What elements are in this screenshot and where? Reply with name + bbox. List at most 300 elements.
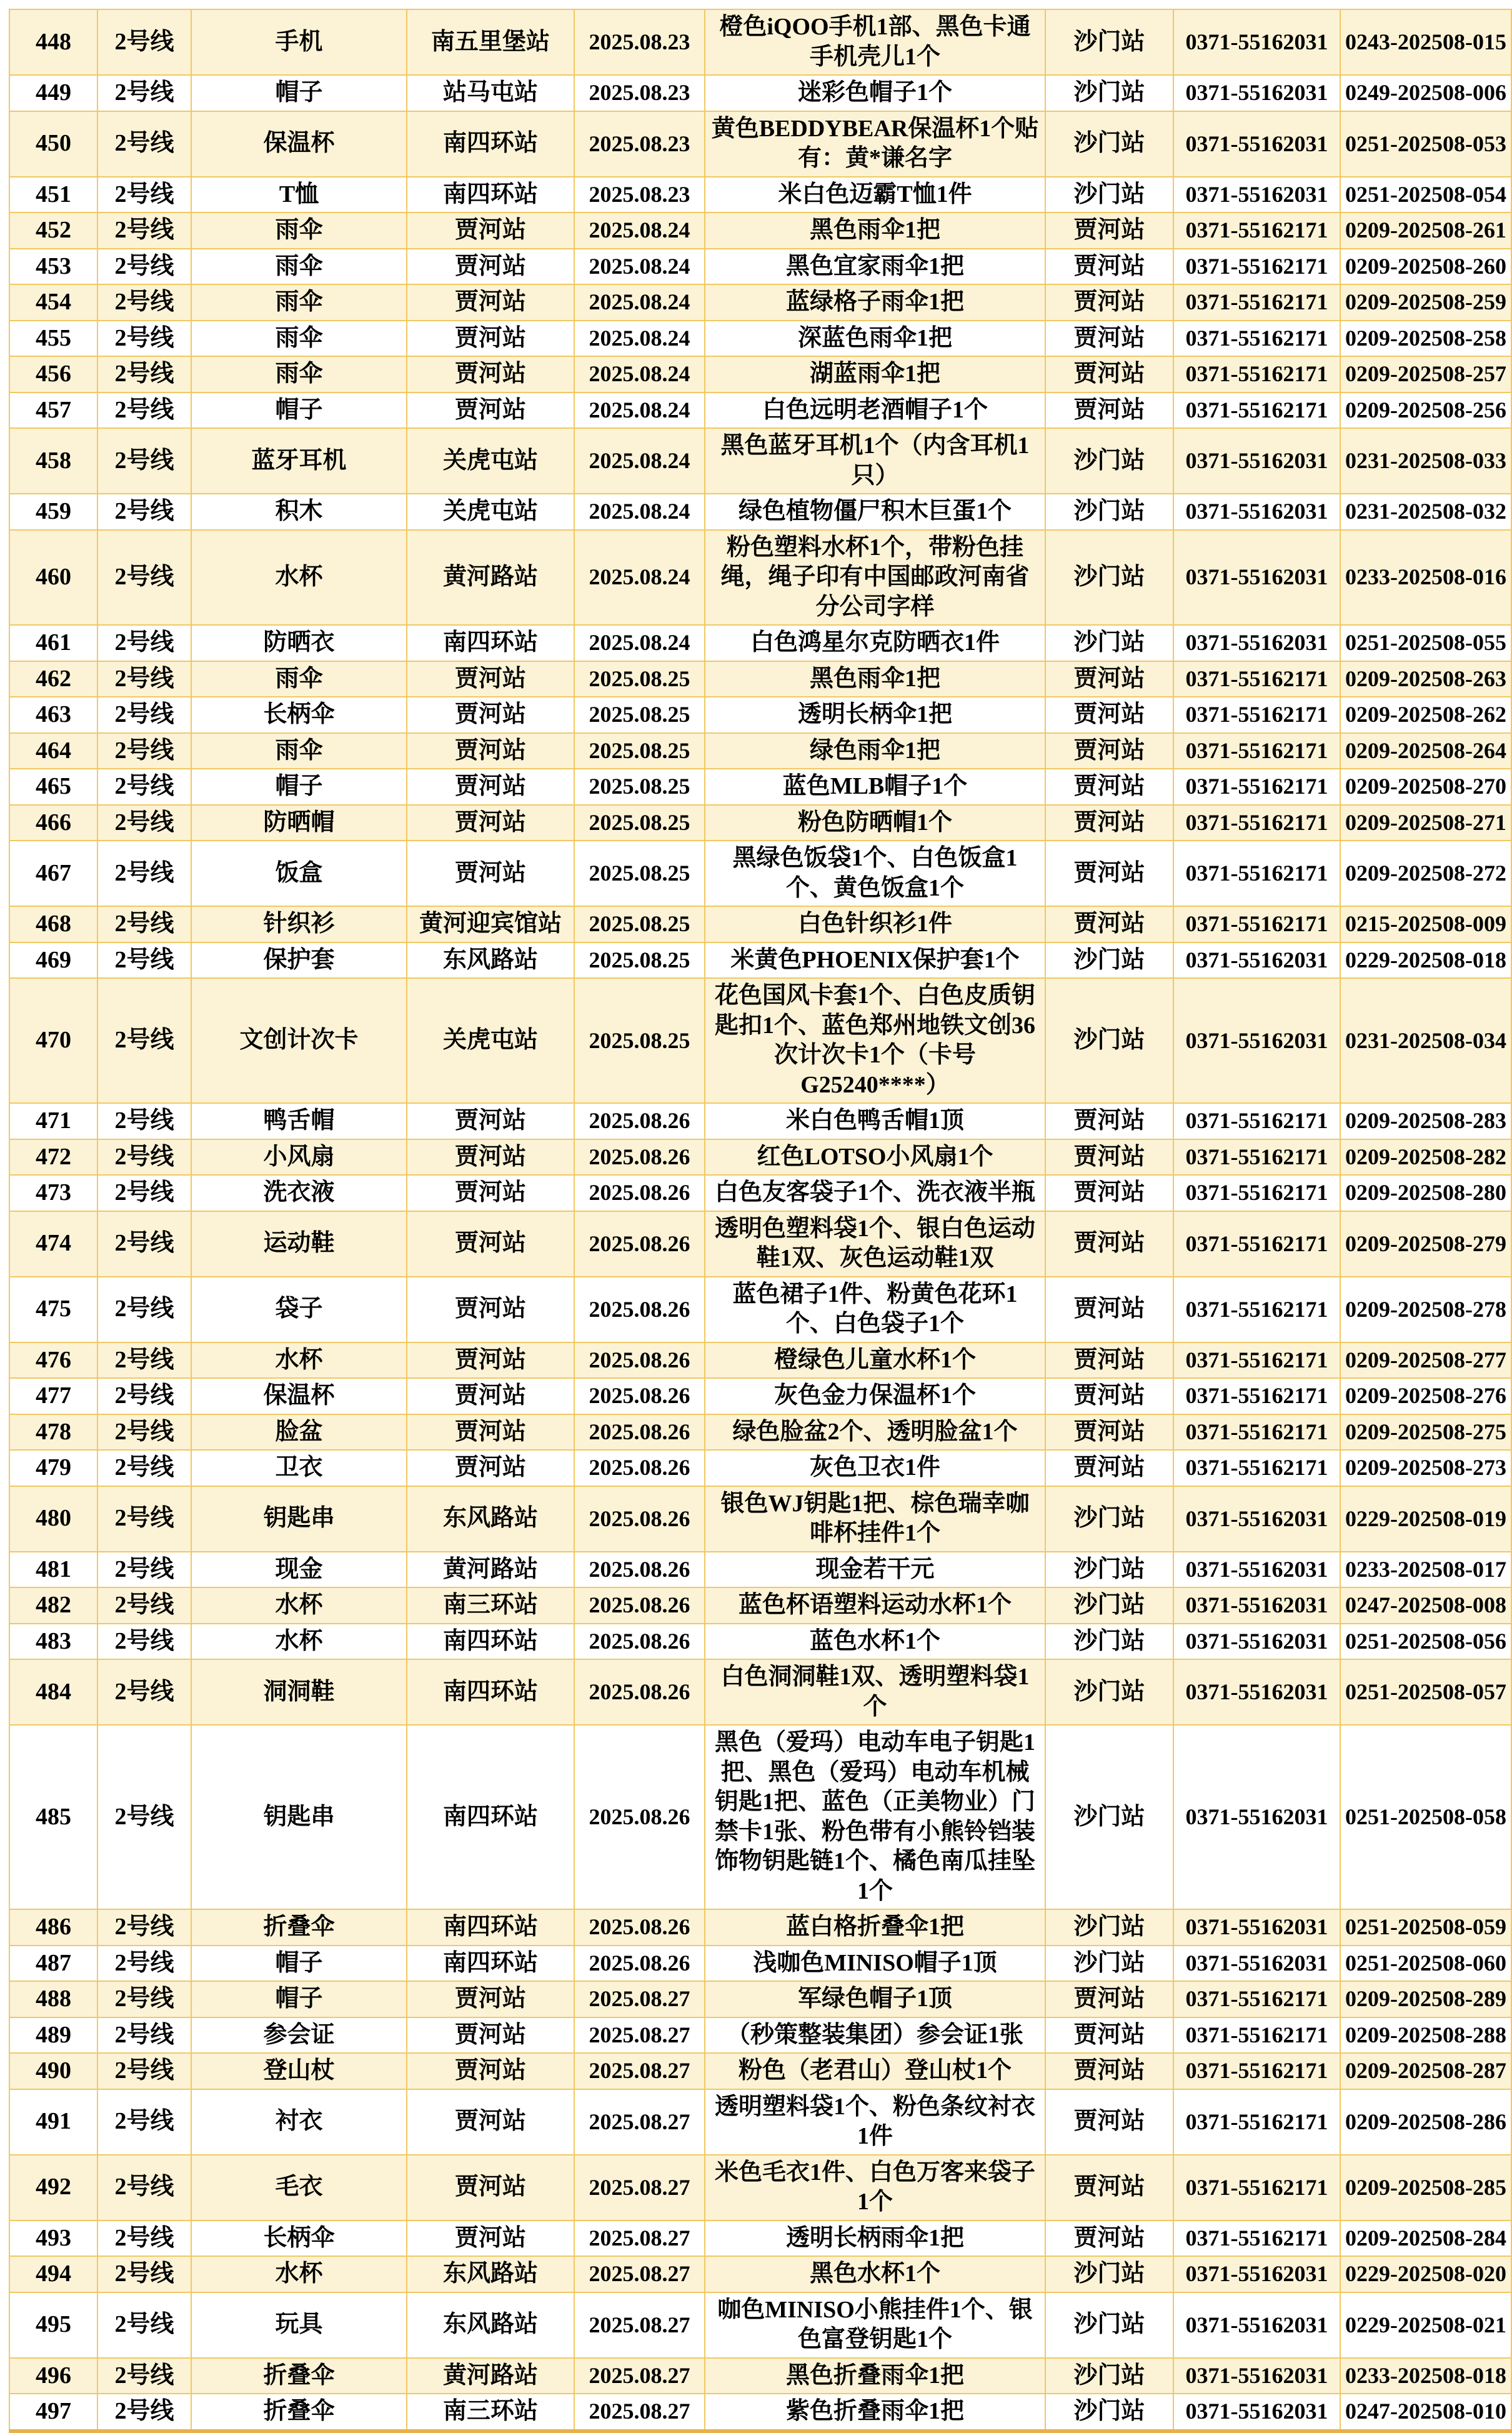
cell-record-id: 0209-202508-260	[1340, 249, 1511, 285]
cell-date: 2025.08.24	[574, 249, 705, 285]
cell-date: 2025.08.26	[574, 1175, 705, 1211]
cell-line-name: 2号线	[97, 1587, 191, 1624]
table-row	[9, 428, 1511, 494]
cell-date: 2025.08.25	[574, 906, 705, 942]
cell-date: 2025.08.27	[574, 2053, 705, 2089]
cell-serial-number: 478	[9, 1414, 97, 1451]
cell-record-id: 0209-202508-259	[1340, 284, 1511, 321]
cell-item-name: 袋子	[191, 1277, 407, 1342]
cell-date: 2025.08.27	[574, 2358, 705, 2394]
cell-serial-number: 488	[9, 1981, 97, 2017]
cell-item-name: 雨伞	[191, 249, 407, 285]
table-row	[9, 1211, 1511, 1277]
cell-line-name: 2号线	[97, 530, 191, 626]
cell-item-name: 防晒衣	[191, 625, 407, 661]
cell-return-station: 贾河站	[1045, 1175, 1173, 1211]
cell-description: 蓝色裙子1件、粉黄色花环1个、白色袋子1个	[705, 1277, 1045, 1342]
cell-phone-number: 0371-55162171	[1173, 1450, 1340, 1486]
cell-description: 黑色蓝牙耳机1个（内含耳机1只）	[705, 428, 1045, 494]
cell-record-id: 0209-202508-286	[1340, 2089, 1511, 2155]
cell-found-station: 南四环站	[407, 1909, 574, 1946]
cell-return-station: 沙门站	[1045, 428, 1173, 494]
cell-serial-number: 495	[9, 2292, 97, 2358]
cell-phone-number: 0371-55162171	[1173, 2221, 1340, 2257]
cell-record-id: 0229-202508-021	[1340, 2292, 1511, 2358]
cell-serial-number: 486	[9, 1909, 97, 1946]
cell-description: 现金若干元	[705, 1552, 1045, 1588]
cell-item-name: 帽子	[191, 75, 407, 111]
cell-record-id: 0209-202508-264	[1340, 733, 1511, 769]
cell-return-station: 贾河站	[1045, 2053, 1173, 2089]
cell-line-name: 2号线	[97, 906, 191, 942]
cell-found-station: 南四环站	[407, 177, 574, 213]
table-row	[9, 530, 1511, 626]
cell-line-name: 2号线	[97, 428, 191, 494]
cell-phone-number: 0371-55162031	[1173, 1587, 1340, 1624]
cell-found-station: 贾河站	[407, 2221, 574, 2257]
cell-record-id: 0249-202508-006	[1340, 75, 1511, 111]
cell-return-station: 贾河站	[1045, 1103, 1173, 1139]
cell-description: 橙绿色儿童水杯1个	[705, 1342, 1045, 1379]
cell-item-name: 针织衫	[191, 906, 407, 942]
cell-found-station: 关虎屯站	[407, 428, 574, 494]
table-row	[9, 2089, 1511, 2155]
cell-found-station: 贾河站	[407, 1342, 574, 1379]
cell-return-station: 贾河站	[1045, 212, 1173, 249]
cell-line-name: 2号线	[97, 978, 191, 1103]
cell-item-name: 保护套	[191, 942, 407, 979]
cell-item-name: 钥匙串	[191, 1725, 407, 1909]
cell-serial-number: 454	[9, 284, 97, 321]
cell-phone-number: 0371-55162171	[1173, 1277, 1340, 1342]
cell-description: 灰色金力保温杯1个	[705, 1378, 1045, 1414]
table-row	[9, 75, 1511, 111]
table-row	[9, 1725, 1511, 1909]
cell-line-name: 2号线	[97, 1909, 191, 1946]
cell-item-name: 雨伞	[191, 356, 407, 392]
cell-serial-number: 473	[9, 1175, 97, 1211]
cell-line-name: 2号线	[97, 111, 191, 177]
cell-item-name: 卫衣	[191, 1450, 407, 1486]
cell-serial-number: 450	[9, 111, 97, 177]
cell-line-name: 2号线	[97, 2394, 191, 2431]
cell-item-name: 玩具	[191, 2292, 407, 2358]
cell-phone-number: 0371-55162031	[1173, 2256, 1340, 2292]
cell-return-station: 沙门站	[1045, 111, 1173, 177]
cell-found-station: 黄河路站	[407, 1552, 574, 1588]
cell-found-station: 贾河站	[407, 321, 574, 357]
table-row	[9, 2155, 1511, 2221]
cell-line-name: 2号线	[97, 2221, 191, 2257]
table-row	[9, 1103, 1511, 1139]
cell-record-id: 0229-202508-020	[1340, 2256, 1511, 2292]
cell-found-station: 南四环站	[407, 111, 574, 177]
cell-return-station: 沙门站	[1045, 1946, 1173, 1982]
cell-phone-number: 0371-55162171	[1173, 356, 1340, 392]
table-row	[9, 906, 1511, 942]
cell-description: 白色远明老酒帽子1个	[705, 392, 1045, 429]
table-row	[9, 978, 1511, 1103]
cell-record-id: 0209-202508-278	[1340, 1277, 1511, 1342]
cell-phone-number: 0371-55162031	[1173, 625, 1340, 661]
cell-date: 2025.08.25	[574, 805, 705, 841]
cell-phone-number: 0371-55162031	[1173, 978, 1340, 1103]
cell-record-id: 0251-202508-060	[1340, 1946, 1511, 1982]
cell-return-station: 沙门站	[1045, 625, 1173, 661]
cell-line-name: 2号线	[97, 1725, 191, 1909]
cell-line-name: 2号线	[97, 1552, 191, 1588]
cell-description: 银色WJ钥匙1把、棕色瑞幸咖啡杯挂件1个	[705, 1486, 1045, 1552]
table-row	[9, 494, 1511, 530]
cell-phone-number: 0371-55162171	[1173, 733, 1340, 769]
cell-return-station: 贾河站	[1045, 2017, 1173, 2054]
cell-description: 蓝色杯语塑料运动水杯1个	[705, 1587, 1045, 1624]
cell-found-station: 贾河站	[407, 1378, 574, 1414]
cell-description: 浅咖色MINISO帽子1顶	[705, 1946, 1045, 1982]
cell-item-name: 水杯	[191, 1342, 407, 1379]
cell-description: 蓝色水杯1个	[705, 1624, 1045, 1660]
cell-date: 2025.08.27	[574, 2017, 705, 2054]
cell-phone-number: 0371-55162031	[1173, 1946, 1340, 1982]
cell-description: 绿色脸盆2个、透明脸盆1个	[705, 1414, 1045, 1451]
cell-phone-number: 0371-55162171	[1173, 1981, 1340, 2017]
cell-line-name: 2号线	[97, 2256, 191, 2292]
cell-line-name: 2号线	[97, 625, 191, 661]
cell-return-station: 贾河站	[1045, 1139, 1173, 1176]
cell-line-name: 2号线	[97, 284, 191, 321]
cell-phone-number: 0371-55162171	[1173, 1103, 1340, 1139]
cell-description: 白色友客袋子1个、洗衣液半瓶	[705, 1175, 1045, 1211]
cell-line-name: 2号线	[97, 1277, 191, 1342]
cell-description: 黑色宜家雨伞1把	[705, 249, 1045, 285]
cell-date: 2025.08.27	[574, 2221, 705, 2257]
cell-found-station: 关虎屯站	[407, 494, 574, 530]
cell-line-name: 2号线	[97, 1486, 191, 1552]
cell-record-id: 0209-202508-276	[1340, 1378, 1511, 1414]
cell-serial-number: 458	[9, 428, 97, 494]
cell-return-station: 沙门站	[1045, 942, 1173, 979]
table-row	[9, 1139, 1511, 1176]
cell-serial-number: 472	[9, 1139, 97, 1176]
cell-line-name: 2号线	[97, 1378, 191, 1414]
cell-item-name: 折叠伞	[191, 1909, 407, 1946]
cell-serial-number: 453	[9, 249, 97, 285]
cell-record-id: 0209-202508-271	[1340, 805, 1511, 841]
cell-return-station: 沙门站	[1045, 2394, 1173, 2431]
table-row	[9, 1552, 1511, 1588]
cell-description: 白色针织衫1件	[705, 906, 1045, 942]
cell-item-name: 雨伞	[191, 212, 407, 249]
cell-return-station: 沙门站	[1045, 978, 1173, 1103]
cell-line-name: 2号线	[97, 177, 191, 213]
cell-phone-number: 0371-55162171	[1173, 1342, 1340, 1379]
cell-serial-number: 479	[9, 1450, 97, 1486]
cell-line-name: 2号线	[97, 805, 191, 841]
table-row	[9, 1981, 1511, 2017]
cell-description: 蓝白格折叠伞1把	[705, 1909, 1045, 1946]
cell-phone-number: 0371-55162031	[1173, 428, 1340, 494]
cell-date: 2025.08.24	[574, 530, 705, 626]
cell-found-station: 南三环站	[407, 2394, 574, 2431]
cell-item-name: 长柄伞	[191, 2221, 407, 2257]
cell-item-name: 手机	[191, 9, 407, 75]
cell-phone-number: 0371-55162171	[1173, 697, 1340, 733]
cell-record-id: 0209-202508-289	[1340, 1981, 1511, 2017]
cell-return-station: 贾河站	[1045, 805, 1173, 841]
cell-serial-number: 467	[9, 841, 97, 906]
cell-line-name: 2号线	[97, 1139, 191, 1176]
cell-found-station: 南四环站	[407, 625, 574, 661]
cell-found-station: 黄河路站	[407, 2358, 574, 2394]
cell-item-name: 帽子	[191, 1946, 407, 1982]
cell-serial-number: 494	[9, 2256, 97, 2292]
cell-description: 黑色雨伞1把	[705, 661, 1045, 697]
cell-item-name: 脸盆	[191, 1414, 407, 1451]
cell-record-id: 0209-202508-261	[1340, 212, 1511, 249]
cell-return-station: 沙门站	[1045, 494, 1173, 530]
table-row	[9, 733, 1511, 769]
cell-description: 红色LOTSO小风扇1个	[705, 1139, 1045, 1176]
cell-date: 2025.08.25	[574, 978, 705, 1103]
cell-date: 2025.08.26	[574, 1659, 705, 1725]
cell-found-station: 贾河站	[407, 1103, 574, 1139]
cell-serial-number: 457	[9, 392, 97, 429]
cell-phone-number: 0371-55162031	[1173, 1725, 1340, 1909]
cell-item-name: 保温杯	[191, 1378, 407, 1414]
cell-line-name: 2号线	[97, 2358, 191, 2394]
cell-return-station: 沙门站	[1045, 1659, 1173, 1725]
cell-serial-number: 449	[9, 75, 97, 111]
cell-description: 粉色塑料水杯1个，带粉色挂绳，绳子印有中国邮政河南省分公司字样	[705, 530, 1045, 626]
table-row	[9, 1450, 1511, 1486]
cell-line-name: 2号线	[97, 392, 191, 429]
cell-return-station: 贾河站	[1045, 841, 1173, 906]
cell-date: 2025.08.26	[574, 1378, 705, 1414]
cell-phone-number: 0371-55162171	[1173, 841, 1340, 906]
cell-record-id: 0251-202508-054	[1340, 177, 1511, 213]
table-row	[9, 9, 1511, 75]
cell-found-station: 黄河迎宾馆站	[407, 906, 574, 942]
cell-return-station: 贾河站	[1045, 733, 1173, 769]
table-row	[9, 356, 1511, 392]
cell-serial-number: 468	[9, 906, 97, 942]
cell-phone-number: 0371-55162031	[1173, 494, 1340, 530]
cell-line-name: 2号线	[97, 697, 191, 733]
table-row	[9, 392, 1511, 429]
cell-return-station: 贾河站	[1045, 661, 1173, 697]
cell-serial-number: 474	[9, 1211, 97, 1277]
cell-item-name: 参会证	[191, 2017, 407, 2054]
cell-record-id: 0231-202508-034	[1340, 978, 1511, 1103]
cell-description: 深蓝色雨伞1把	[705, 321, 1045, 357]
cell-date: 2025.08.26	[574, 1946, 705, 1982]
cell-found-station: 贾河站	[407, 1450, 574, 1486]
cell-item-name: 帽子	[191, 1981, 407, 2017]
cell-serial-number: 465	[9, 769, 97, 805]
cell-date: 2025.08.26	[574, 1103, 705, 1139]
cell-found-station: 贾河站	[407, 2155, 574, 2221]
cell-return-station: 贾河站	[1045, 1211, 1173, 1277]
table-row	[9, 805, 1511, 841]
cell-date: 2025.08.26	[574, 1587, 705, 1624]
cell-date: 2025.08.26	[574, 1211, 705, 1277]
cell-serial-number: 451	[9, 177, 97, 213]
cell-return-station: 沙门站	[1045, 1725, 1173, 1909]
cell-date: 2025.08.26	[574, 1909, 705, 1946]
cell-phone-number: 0371-55162171	[1173, 1211, 1340, 1277]
cell-phone-number: 0371-55162031	[1173, 75, 1340, 111]
cell-phone-number: 0371-55162171	[1173, 212, 1340, 249]
cell-record-id: 0209-202508-283	[1340, 1103, 1511, 1139]
cell-item-name: 雨伞	[191, 321, 407, 357]
cell-phone-number: 0371-55162031	[1173, 1659, 1340, 1725]
cell-item-name: 雨伞	[191, 733, 407, 769]
cell-serial-number: 463	[9, 697, 97, 733]
cell-date: 2025.08.25	[574, 841, 705, 906]
cell-found-station: 贾河站	[407, 284, 574, 321]
cell-item-name: 防晒帽	[191, 805, 407, 841]
cell-line-name: 2号线	[97, 1981, 191, 2017]
cell-phone-number: 0371-55162171	[1173, 1139, 1340, 1176]
cell-date: 2025.08.24	[574, 625, 705, 661]
cell-date: 2025.08.24	[574, 321, 705, 357]
cell-phone-number: 0371-55162171	[1173, 2089, 1340, 2155]
table-row	[9, 841, 1511, 906]
cell-line-name: 2号线	[97, 942, 191, 979]
cell-description: 咖色MINISO小熊挂件1个、银色富登钥匙1个	[705, 2292, 1045, 2358]
cell-record-id: 0209-202508-277	[1340, 1342, 1511, 1379]
cell-phone-number: 0371-55162171	[1173, 2155, 1340, 2221]
cell-item-name: 洞洞鞋	[191, 1659, 407, 1725]
lost-and-found-table	[9, 9, 1511, 2433]
cell-found-station: 贾河站	[407, 1277, 574, 1342]
cell-return-station: 沙门站	[1045, 530, 1173, 626]
table-row	[9, 111, 1511, 177]
cell-record-id: 0229-202508-019	[1340, 1486, 1511, 1552]
cell-line-name: 2号线	[97, 2089, 191, 2155]
cell-line-name: 2号线	[97, 1342, 191, 1379]
cell-description: 紫色折叠雨伞1把	[705, 2394, 1045, 2431]
cell-item-name: 折叠伞	[191, 2358, 407, 2394]
cell-date: 2025.08.27	[574, 1981, 705, 2017]
cell-date: 2025.08.27	[574, 2155, 705, 2221]
table-row	[9, 2017, 1511, 2054]
cell-return-station: 沙门站	[1045, 177, 1173, 213]
cell-item-name: 现金	[191, 1552, 407, 1588]
cell-found-station: 关虎屯站	[407, 978, 574, 1103]
cell-record-id: 0251-202508-058	[1340, 1725, 1511, 1909]
cell-return-station: 贾河站	[1045, 1414, 1173, 1451]
cell-line-name: 2号线	[97, 2292, 191, 2358]
cell-item-name: 运动鞋	[191, 1211, 407, 1277]
cell-item-name: 洗衣液	[191, 1175, 407, 1211]
cell-date: 2025.08.26	[574, 1414, 705, 1451]
cell-record-id: 0229-202508-018	[1340, 942, 1511, 979]
cell-line-name: 2号线	[97, 841, 191, 906]
cell-phone-number: 0371-55162031	[1173, 1624, 1340, 1660]
cell-description: 透明长柄雨伞1把	[705, 2221, 1045, 2257]
cell-phone-number: 0371-55162171	[1173, 249, 1340, 285]
cell-line-name: 2号线	[97, 321, 191, 357]
cell-description: 黑绿色饭袋1个、白色饭盒1个、黄色饭盒1个	[705, 841, 1045, 906]
cell-serial-number: 490	[9, 2053, 97, 2089]
table-row	[9, 2221, 1511, 2257]
cell-item-name: 雨伞	[191, 661, 407, 697]
cell-line-name: 2号线	[97, 1450, 191, 1486]
table-row	[9, 942, 1511, 979]
cell-phone-number: 0371-55162171	[1173, 284, 1340, 321]
cell-return-station: 贾河站	[1045, 356, 1173, 392]
cell-date: 2025.08.26	[574, 1277, 705, 1342]
cell-record-id: 0209-202508-262	[1340, 697, 1511, 733]
cell-phone-number: 0371-55162171	[1173, 1414, 1340, 1451]
cell-serial-number: 466	[9, 805, 97, 841]
cell-line-name: 2号线	[97, 1624, 191, 1660]
cell-phone-number: 0371-55162031	[1173, 530, 1340, 626]
cell-return-station: 沙门站	[1045, 2256, 1173, 2292]
cell-serial-number: 462	[9, 661, 97, 697]
table-row	[9, 1909, 1511, 1946]
cell-found-station: 东风路站	[407, 1486, 574, 1552]
cell-line-name: 2号线	[97, 1103, 191, 1139]
cell-found-station: 贾河站	[407, 1981, 574, 2017]
cell-item-name: 毛衣	[191, 2155, 407, 2221]
cell-description: （秒策整装集团）参会证1张	[705, 2017, 1045, 2054]
cell-record-id: 0209-202508-282	[1340, 1139, 1511, 1176]
cell-line-name: 2号线	[97, 2053, 191, 2089]
cell-description: 花色国风卡套1个、白色皮质钥匙扣1个、蓝色郑州地铁文创36次计次卡1个（卡号G25240****）	[705, 978, 1045, 1103]
cell-item-name: 折叠伞	[191, 2394, 407, 2431]
cell-description: 灰色卫衣1件	[705, 1450, 1045, 1486]
cell-record-id: 0243-202508-015	[1340, 9, 1511, 75]
cell-record-id: 0247-202508-010	[1340, 2394, 1511, 2431]
cell-serial-number: 480	[9, 1486, 97, 1552]
table-row	[9, 177, 1511, 213]
cell-line-name: 2号线	[97, 733, 191, 769]
cell-record-id: 0209-202508-285	[1340, 2155, 1511, 2221]
table-row	[9, 1414, 1511, 1451]
cell-phone-number: 0371-55162171	[1173, 805, 1340, 841]
cell-record-id: 0233-202508-017	[1340, 1552, 1511, 1588]
table-row	[9, 249, 1511, 285]
cell-return-station: 沙门站	[1045, 1552, 1173, 1588]
cell-record-id: 0209-202508-288	[1340, 2017, 1511, 2054]
cell-found-station: 贾河站	[407, 2089, 574, 2155]
cell-line-name: 2号线	[97, 356, 191, 392]
cell-serial-number: 470	[9, 978, 97, 1103]
cell-date: 2025.08.25	[574, 733, 705, 769]
cell-date: 2025.08.27	[574, 2292, 705, 2358]
cell-serial-number: 482	[9, 1587, 97, 1624]
cell-found-station: 贾河站	[407, 769, 574, 805]
cell-description: 黑色（爱玛）电动车电子钥匙1把、黑色（爱玛）电动车机械钥匙1把、蓝色（正美物业）门禁卡1张、粉色带有小熊铃铛装饰物钥匙链1个、橘色南瓜挂坠1个	[705, 1725, 1045, 1909]
cell-item-name: 钥匙串	[191, 1486, 407, 1552]
cell-return-station: 沙门站	[1045, 1587, 1173, 1624]
cell-date: 2025.08.26	[574, 1486, 705, 1552]
cell-phone-number: 0371-55162171	[1173, 769, 1340, 805]
cell-description: 迷彩色帽子1个	[705, 75, 1045, 111]
cell-description: 黑色折叠雨伞1把	[705, 2358, 1045, 2394]
cell-date: 2025.08.25	[574, 697, 705, 733]
cell-return-station: 沙门站	[1045, 1486, 1173, 1552]
cell-serial-number: 459	[9, 494, 97, 530]
cell-record-id: 0251-202508-055	[1340, 625, 1511, 661]
cell-serial-number: 491	[9, 2089, 97, 2155]
cell-return-station: 贾河站	[1045, 697, 1173, 733]
cell-date: 2025.08.24	[574, 212, 705, 249]
cell-line-name: 2号线	[97, 494, 191, 530]
cell-serial-number: 448	[9, 9, 97, 75]
